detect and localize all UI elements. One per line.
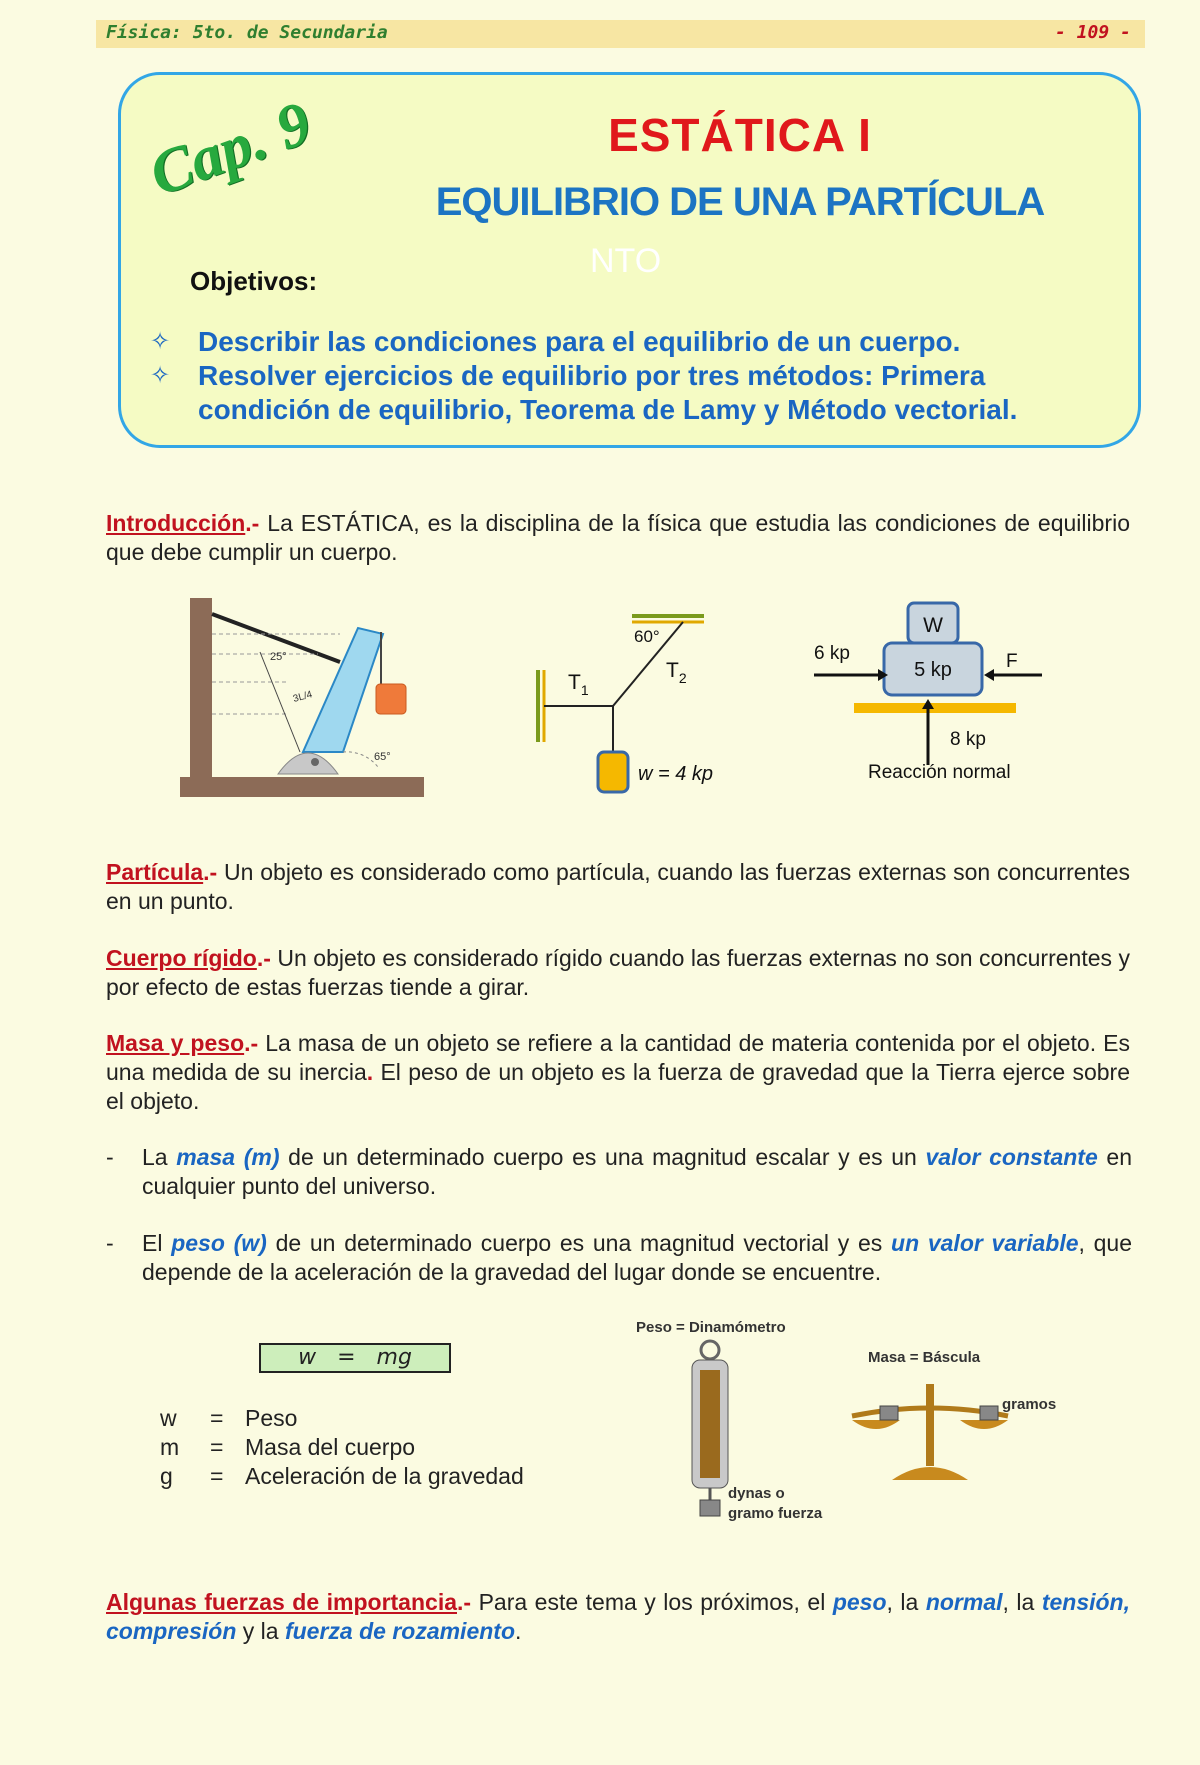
- balance-weight-icon: [880, 1406, 898, 1420]
- crane-angle-1: 25°: [270, 651, 287, 663]
- crane-boom: [303, 628, 383, 752]
- masa-peso-paragraph: Masa y peso.- La masa de un objeto se refiere a la cantidad de materia contenida por el objeto. Es una medida de su inercia. El peso de un objeto es la fuerza de gravedad que la Tierra ejerce sobre el objeto.: [106, 1030, 1130, 1114]
- term-particula: Partícula: [106, 859, 204, 885]
- dynamometer-hook-icon: [701, 1341, 719, 1359]
- term-introduccion: Introducción: [106, 510, 246, 536]
- ghost-text: NTO: [590, 242, 662, 280]
- left-force-label: 6 kp: [814, 643, 850, 664]
- term-fuerzas: Algunas fuerzas de importancia: [106, 1589, 457, 1615]
- crane-wall: [190, 598, 212, 796]
- crane-angle-2: 65°: [374, 751, 391, 763]
- intro-paragraph: Introducción.- La ESTÁTICA, es la disciplina de la física que estudia las condiciones de equilibrio que debe cumplir un cuerpo.: [106, 510, 1130, 565]
- dynamometer-weight-icon: [700, 1500, 720, 1516]
- diamond-bullet-icon: ✧: [150, 362, 171, 389]
- crane-length: 3L/4: [291, 689, 314, 705]
- support-surface: [854, 703, 1016, 713]
- chapter-title: ESTÁTICA I: [608, 109, 872, 161]
- block-figure: [806, 597, 1056, 797]
- dynamometer-unit-1: dynas o: [728, 1485, 785, 1502]
- crane-pivot: [278, 753, 338, 774]
- tension-figure: [528, 600, 728, 800]
- objective-item: ✧ Describir las condiciones para el equilibrio de un cuerpo.: [150, 326, 961, 357]
- balance-weight-icon: [980, 1406, 998, 1420]
- term-masa-peso: Masa y peso: [106, 1030, 245, 1056]
- t2-label: $T_2$: [666, 659, 687, 686]
- weight-block: [598, 752, 628, 792]
- normal-force-label: 8 kp: [950, 729, 986, 750]
- crane-load: [376, 684, 406, 714]
- block-weight: 5 kp: [914, 659, 952, 681]
- header-course: Física: 5to. de Secundaria: [106, 22, 388, 43]
- formula-box: w = mg: [259, 1343, 451, 1373]
- weight-label: w = 4 kp: [638, 763, 714, 785]
- right-force-label: F: [1006, 651, 1018, 672]
- t1-label: $T_1$: [568, 671, 589, 698]
- reaction-label: Reacción normal: [868, 762, 1011, 783]
- instruments-figure: [630, 1314, 1100, 1524]
- dynamometer-title: Peso = Dinamómetro: [636, 1319, 786, 1336]
- variable-row: m = Masa del cuerpo: [160, 1434, 416, 1460]
- w-label: W: [923, 614, 943, 637]
- balance-pan-left: [852, 1420, 900, 1429]
- balance-title: Masa = Báscula: [868, 1349, 981, 1366]
- crane-figure: [178, 592, 426, 802]
- page-number: - 109 -: [1055, 22, 1131, 43]
- term-cuerpo-rigido: Cuerpo rígido: [106, 945, 257, 971]
- objectives-heading: Objetivos:: [190, 266, 318, 296]
- fuerzas-paragraph: Algunas fuerzas de importancia.- Para este tema y los próximos, el peso, la normal, la tensión, compresión y la fuerza de rozamiento.: [106, 1589, 1130, 1644]
- crane-floor: [180, 777, 424, 797]
- diamond-bullet-icon: ✧: [150, 328, 171, 355]
- masa-bullet: - La masa (m) de un determinado cuerpo es una magnitud escalar y es un valor constante en cualquier punto del universo.: [106, 1144, 1133, 1199]
- chapter-subtitle: EQUILIBRIO DE UNA PARTÍCULA: [435, 180, 1045, 224]
- dynamometer-unit-2: gramo fuerza: [728, 1505, 823, 1522]
- variable-row: w = Peso: [160, 1405, 298, 1431]
- balance-base: [892, 1467, 968, 1480]
- particula-paragraph: Partícula.- Un objeto es considerado como partícula, cuando las fuerzas externas son concurrentes en un punto.: [106, 859, 1130, 914]
- peso-bullet: - El peso (w) de un determinado cuerpo es una magnitud vectorial y es un valor variable, que depende de la aceleración de la gravedad del lugar donde se encuentre.: [106, 1230, 1133, 1285]
- cuerpo-rigido-paragraph: Cuerpo rígido.- Un objeto es considerado rígido cuando las fuerzas externas no son concurrentes y por efecto de estas fuerzas tiende a girar.: [106, 945, 1130, 1000]
- balance-column: [926, 1384, 934, 1466]
- balance-pan-right: [960, 1420, 1008, 1429]
- chapter-number: Cap. 9: [141, 88, 320, 210]
- objective-item: ✧ Resolver ejercicios de equilibrio por tres métodos: Primera condición de equilibrio, Teorema de Lamy y Método vectorial.: [150, 360, 1018, 425]
- variable-row: g = Aceleración de la gravedad: [160, 1463, 524, 1489]
- balance-unit: gramos: [1002, 1396, 1057, 1413]
- tension-angle: 60°: [634, 627, 660, 646]
